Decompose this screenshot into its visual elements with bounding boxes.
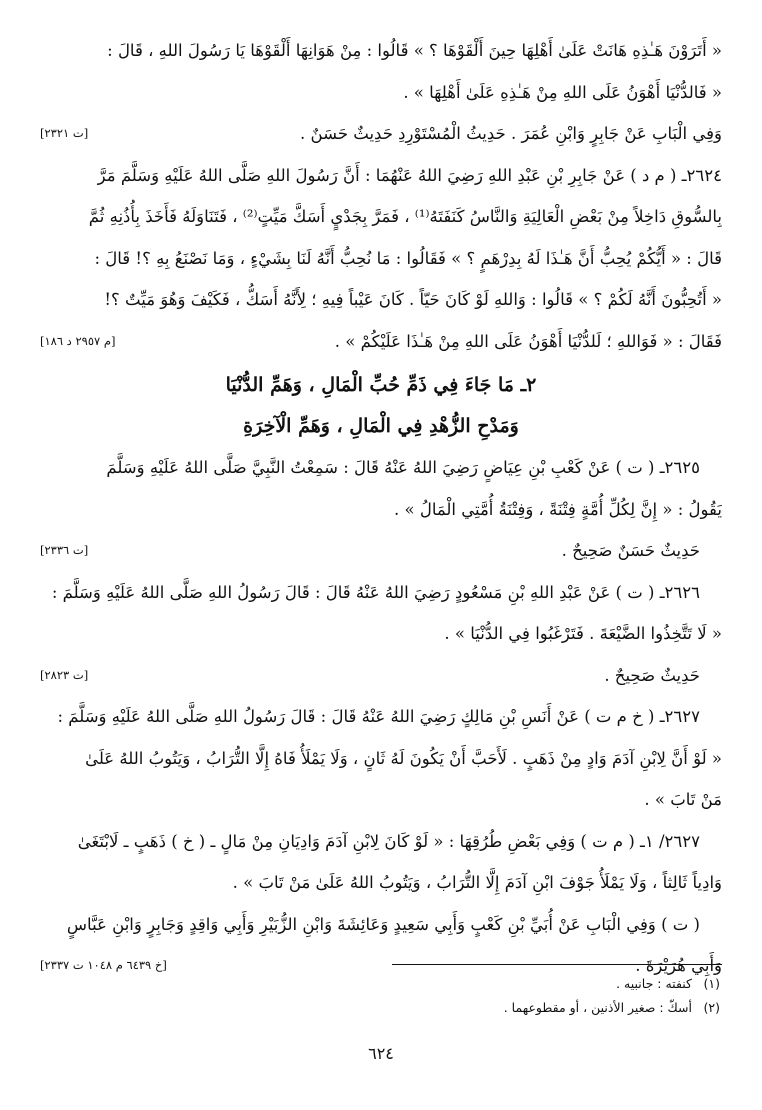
text-line — [40, 238, 722, 280]
footnote — [80, 972, 720, 996]
section-heading-line-1: ٢ـ مَا جَاءَ فِي ذَمِّ حُبِّ الْمَالِ ، وَهَمِّ الدُّنْيَا — [225, 374, 537, 396]
text-line — [40, 530, 722, 572]
line-text: قَالَ : « أَيُّكُمْ يُحِبُّ أَنَّ هَـٰذَا لَهُ بِدِرْهَمٍ ؟ » فَقَالُوا : مَا نُحِبُّ أَنَّهُ لَنَا بِشَيْءٍ ، وَمَا نَصْنَعُ بِهِ ؟! قَالَ : — [94, 248, 722, 268]
text-line — [40, 696, 722, 738]
line-text: يَقُولُ : « إِنَّ لِكُلِّ أُمَّةٍ فِتْنَةً ، وَفِتْنَةُ أُمَّتِي الْمَالُ » . — [394, 499, 722, 519]
footnote — [80, 996, 720, 1020]
text-line — [40, 904, 722, 946]
page-number: ٦٢٤ — [368, 1044, 394, 1063]
text-line — [40, 447, 722, 489]
text-line — [40, 655, 722, 697]
footnote-number: (٢) — [703, 1000, 720, 1015]
text-line — [40, 155, 722, 197]
text-line — [40, 489, 722, 531]
line-text: ٢٦٢٤ـ ( م د ) عَنْ جَابِرِ بْنِ عَبْدِ اللهِ رَضِيَ اللهُ عَنْهُمَا : أَنَّ رَسُولَ اللهِ صَلَّى اللهُ عَلَيْهِ وَسَلَّمَ مَرَّ — [97, 165, 722, 185]
line-text: وَفِي الْبَابِ عَنْ جَابِرٍ وَابْنِ عُمَرَ . حَدِيثُ الْمُسْتَوْرِدِ حَدِيثٌ حَسَنٌ . — [300, 124, 722, 143]
footnotes — [80, 972, 720, 1020]
line-text: « أَتَرَوْنَ هَـٰذِهِ هَانَتْ عَلَىٰ أَهْلِهَا حِينَ أَلْقَوْهَا ؟ » قَالُوا : مِنْ هَوَانِهَا أَلْقَوْهَا يَا رَسُولَ اللهِ ، قَالَ : — [107, 41, 722, 60]
reference-tag: [ت ٢٣٣٦] — [40, 543, 89, 557]
text-line — [40, 72, 722, 114]
footnote-divider — [392, 964, 722, 965]
line-text: بِالسُّوقِ دَاخِلاً مِنْ بَعْضِ الْعَالِيَةِ وَالنَّاسُ كَنَفَتَهُ⁽¹⁾ ، فَمَرَّ بِجَدْيٍ أَسَكَّ مَيِّتٍ⁽²⁾ ، فَتَنَاوَلَهُ فَأَخَذَ بِأُذُنِهِ ثُمَّ — [88, 207, 722, 226]
reference-tag: [م ٢٩٥٧ د ١٨٦] — [40, 333, 116, 348]
text-line — [40, 821, 722, 863]
text-line — [40, 196, 722, 238]
text-line — [40, 862, 722, 904]
line-text: وَأَبِي هُرَيْرَةَ . — [635, 956, 722, 975]
section-heading-line-2: وَمَدْحِ الزُّهْدِ فِي الْمَالِ ، وَهَمِّ الْآخِرَةِ — [243, 415, 519, 437]
text-line — [40, 572, 722, 614]
line-text: وَادِياً ثَالِثاً ، وَلَا يَمْلَأُ جَوْفَ ابْنِ آدَمَ إِلَّا التُّرَابُ ، وَيَتُوبُ اللهُ عَلَىٰ مَنْ تَابَ » . — [232, 873, 722, 892]
line-text: ٢٦٢٧/ ١ـ ( م ت ) وَفِي بَعْضِ طُرُقِهَا : « لَوْ كَانَ لِابْنِ آدَمَ وَادِيَانِ مِنْ مَالٍ ـ ( خ ) ذَهَبٍ ـ لَابْتَغَىٰ — [77, 831, 700, 851]
reference-tag: [ت ٢٣٢١] — [40, 126, 89, 140]
reference-tag: [ت ٢٨٢٣] — [40, 667, 89, 682]
line-text: « أَتُحِبُّونَ أَنَّهُ لَكُمْ ؟ » قَالُوا : وَاللهِ لَوْ كَانَ حَيّاً . كَانَ عَيْباً فِيهِ ؛ لِأَنَّهُ أَسَكُّ ، فَكَيْفَ وَهُوَ مَيِّتٌ ؟! — [104, 290, 722, 309]
line-text: حَدِيثٌ حَسَنٌ صَحِيحٌ . — [561, 541, 700, 560]
line-text: ٢٦٢٥ـ ( ت ) عَنْ كَعْبِ بْنِ عِيَاضٍ رَضِيَ اللهُ عَنْهُ قَالَ : سَمِعْتُ النَّبِيَّ صَلَّى اللهُ عَلَيْهِ وَسَلَّمَ — [106, 458, 700, 477]
footnote-text: أسكّ : صغير الأذنين ، أو مقطوعهما . — [503, 1000, 692, 1015]
text-line — [40, 321, 722, 363]
text-block-top — [40, 30, 722, 362]
page-body — [40, 30, 722, 987]
text-line — [40, 113, 722, 155]
line-text: « لَا تَتَّخِذُوا الضَّيْعَةَ . فَتَرْغَبُوا فِي الدُّنْيَا » . — [444, 624, 722, 643]
line-text: « فَالدُّنْيَا أَهْوَنُ عَلَى اللهِ مِنْ هَـٰذِهِ عَلَىٰ أَهْلِهَا » . — [403, 82, 722, 102]
line-text: ٢٦٢٦ـ ( ت ) عَنْ عَبْدِ اللهِ بْنِ مَسْعُودٍ رَضِيَ اللهُ عَنْهُ قَالَ : قَالَ رَسُولُ اللهِ صَلَّى اللهُ عَلَيْهِ وَسَلَّمَ : — [51, 582, 700, 602]
line-text: « لَوْ أَنَّ لِابْنِ آدَمَ وَادٍ مِنْ ذَهَبٍ . لَأَحَبَّ أَنْ يَكُونَ لَهُ ثَانٍ ، وَلَا يَمْلَأُ فَاهُ إِلَّا التُّرَابُ ، وَيَتُوبُ اللهُ عَلَىٰ — [85, 748, 722, 768]
text-line — [40, 613, 722, 655]
line-text: حَدِيثٌ صَحِيحٌ . — [604, 665, 700, 685]
line-text: فَقَالَ : « فَوَاللهِ ؛ لَلدُّنْيَا أَهْوَنُ عَلَى اللهِ مِنْ هَـٰذَا عَلَيْكُمْ » . — [334, 331, 722, 351]
text-line — [40, 738, 722, 780]
reference-tag: [خ ٦٤٣٩ م ١٠٤٨ ت ٢٣٣٧] — [40, 958, 167, 972]
footnote-text: كنفته : جانبيه . — [616, 976, 692, 991]
text-line — [40, 279, 722, 321]
text-block-bottom — [40, 447, 722, 987]
line-text: مَنْ تَابَ » . — [644, 790, 722, 809]
text-line — [40, 779, 722, 821]
text-line — [40, 30, 722, 72]
footnote-number: (١) — [703, 976, 720, 991]
line-text: ٢٦٢٧ـ ( خ م ت ) عَنْ أَنَسِ بْنِ مَالِكٍ رَضِيَ اللهُ عَنْهُ قَالَ : قَالَ رَسُولُ اللهِ صَلَّى اللهُ عَلَيْهِ وَسَلَّمَ : — [57, 707, 700, 726]
line-text: ( ت ) وَفِي الْبَابِ عَنْ أُبَيِّ بْنِ كَعْبٍ وَأَبِي سَعِيدٍ وَعَائِشَةَ وَابْنِ الزُّبَيْرِ وَأَبِي وَاقِدٍ وَجَابِرٍ وَابْنِ عَبَّاسٍ — [66, 914, 700, 934]
